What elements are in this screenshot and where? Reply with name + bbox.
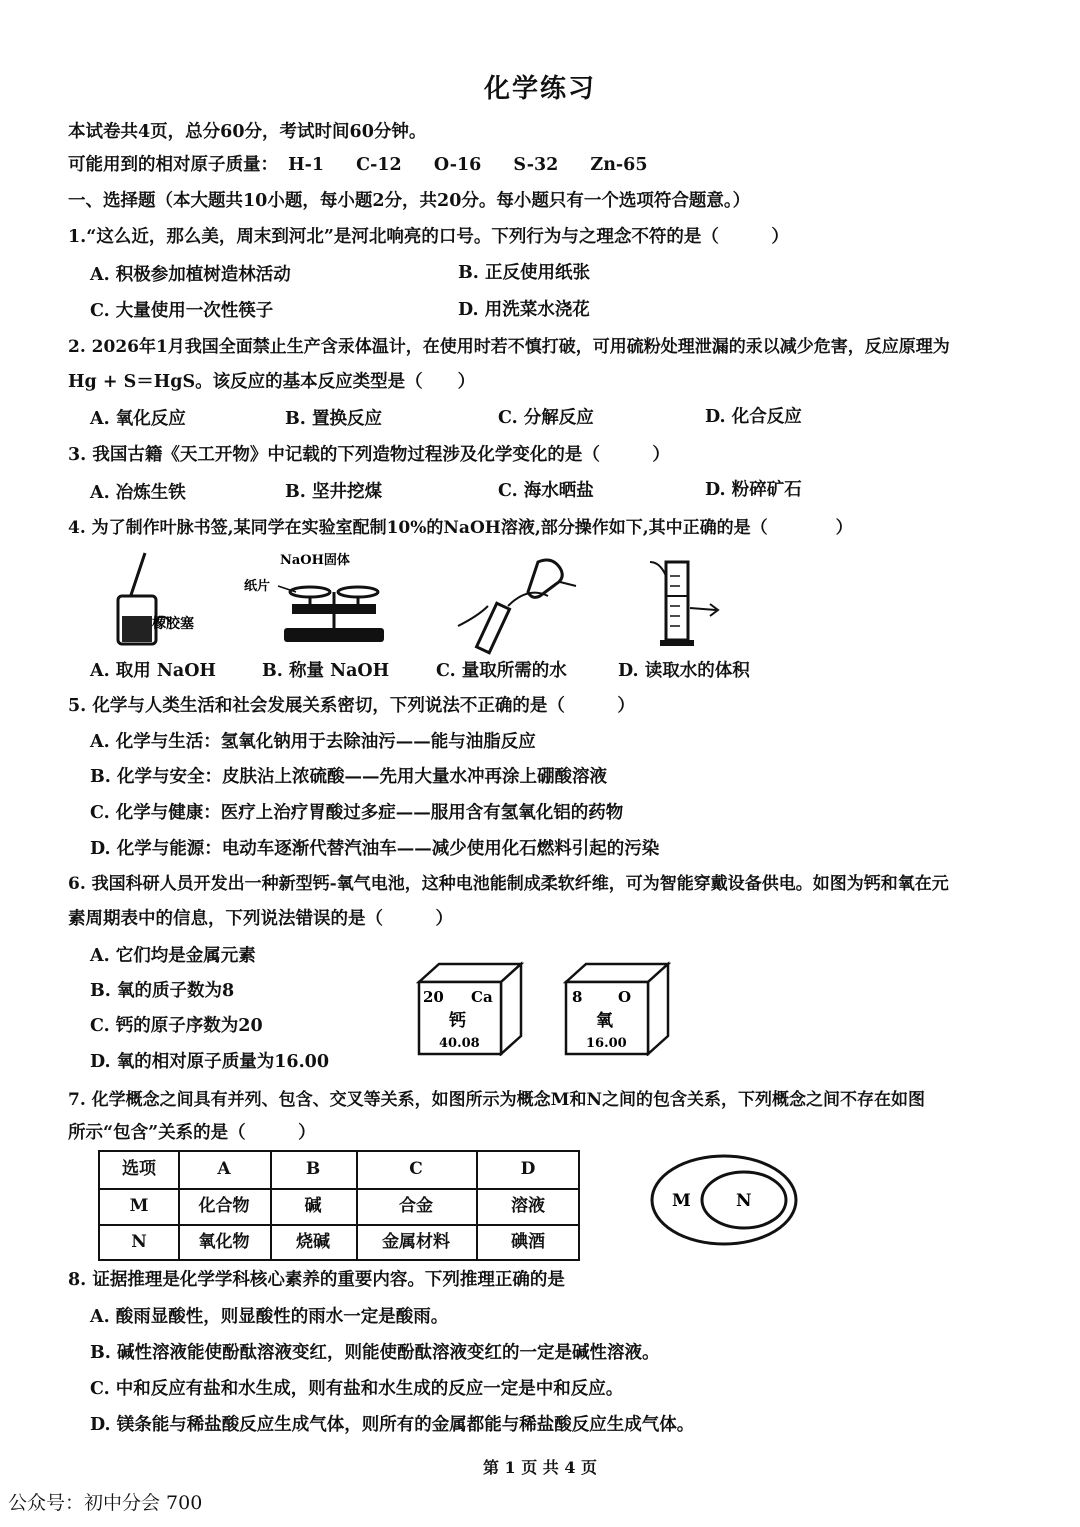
- question-3-stem: 3. 我国古籍《天工开物》中记载的下列造物过程涉及化学变化的是（ ）: [68, 445, 670, 465]
- venn-inner-label: N: [736, 1191, 752, 1211]
- table-cell-n-b: 烧碱: [296, 1232, 330, 1252]
- venn-diagram: [648, 1150, 800, 1250]
- q5-option-d: D. 化学与能源：电动车逐渐代替汽油车——减少使用化石燃料引起的污染: [90, 839, 660, 859]
- question-4-stem: 4. 为了制作叶脉书签,某同学在实验室配制10%的NaOH溶液,部分操作如下,其中正确的是（ ）: [68, 518, 853, 538]
- bottle-illustration: [100, 548, 210, 653]
- table-header-d: D: [520, 1159, 536, 1179]
- table-cell-m-d: 溶液: [511, 1196, 545, 1216]
- q5-option-a: A. 化学与生活：氢氧化钠用于去除油污——能与油脂反应: [90, 732, 536, 752]
- cylinder-illustration: [640, 556, 730, 656]
- table-row-n-label: N: [131, 1232, 147, 1252]
- q4-option-b: B. 称量 NaOH: [262, 661, 390, 681]
- table-header-option: 选项: [122, 1159, 156, 1179]
- q1-option-b: B. 正反使用纸张: [458, 263, 590, 283]
- question-5-stem: 5. 化学与人类生活和社会发展关系密切，下列说法不正确的是（ ）: [68, 696, 635, 716]
- q6-option-b: B. 氧的质子数为8: [90, 981, 235, 1001]
- question-2-stem-line1: 2. 2026年1月我国全面禁止生产含汞体温计，在使用时若不慎打破，可用硫粉处理泄漏的汞以减少危害，反应原理为: [68, 337, 950, 357]
- q6-option-d: D. 氧的相对原子质量为16.00: [90, 1052, 330, 1072]
- paper-label: 纸片: [244, 579, 271, 594]
- table-cell-n-c: 金属材料: [382, 1232, 450, 1252]
- q1-option-d: D. 用洗菜水浇花: [458, 300, 590, 320]
- q2-option-b: B. 置换反应: [285, 409, 382, 429]
- question-6-stem-line1: 6. 我国科研人员开发出一种新型钙-氧气电池，这种电池能制成柔软纤维，可为智能穿戴设备供电。如图为钙和氧在元: [68, 874, 949, 894]
- q2-option-c: C. 分解反应: [498, 408, 594, 428]
- question-7-stem-line1: 7. 化学概念之间具有并列、包含、交叉等关系，如图所示为概念M和N之间的包含关系，下列概念之间不存在如图: [68, 1090, 926, 1110]
- table-cell-m-b: 碱: [304, 1196, 322, 1216]
- atomic-mass-c: C-12: [356, 155, 402, 175]
- atomic-mass-zn: Zn-65: [590, 155, 648, 175]
- q1-option-a: A. 积极参加植树造林活动: [90, 265, 291, 285]
- question-2-stem-line2: Hg + S＝HgS。该反应的基本反应类型是（ ）: [68, 372, 476, 392]
- question-1-stem: 1.“这么近，那么美，周末到河北”是河北响亮的口号。下列行为与之理念不符的是（ ）: [68, 227, 789, 247]
- concept-table: [98, 1150, 580, 1261]
- calcium-number: 20: [423, 988, 444, 1006]
- q6-option-a: A. 它们均是金属元素: [90, 946, 256, 966]
- question-6-stem-line2: 素周期表中的信息，下列说法错误的是（ ）: [68, 909, 453, 929]
- balance-illustration: [240, 548, 400, 653]
- exam-info: 本试卷共4页，总分60分，考试时间60分钟。: [68, 122, 427, 142]
- table-header-b: B: [305, 1159, 321, 1179]
- q8-option-c: C. 中和反应有盐和水生成，则有盐和水生成的反应一定是中和反应。: [90, 1379, 624, 1399]
- table-header-c: C: [409, 1159, 423, 1179]
- atomic-masses: [68, 153, 648, 177]
- q6-option-c: C. 钙的原子序数为20: [90, 1016, 263, 1036]
- q3-option-c: C. 海水晒盐: [498, 481, 594, 501]
- q4-option-d: D. 读取水的体积: [618, 661, 750, 681]
- calcium-element-box: [415, 960, 525, 1056]
- q3-option-d: D. 粉碎矿石: [705, 480, 802, 500]
- oxygen-mass: 16.00: [586, 1036, 627, 1051]
- q8-option-a: A. 酸雨显酸性，则显酸性的雨水一定是酸雨。: [90, 1307, 449, 1327]
- q1-option-c: C. 大量使用一次性筷子: [90, 301, 274, 321]
- table-cell-m-c: 合金: [399, 1196, 433, 1216]
- q8-option-d: D. 镁条能与稀盐酸反应生成气体，则所有的金属都能与稀盐酸反应生成气体。: [90, 1415, 695, 1435]
- oxygen-name: 氧: [596, 1011, 613, 1031]
- q5-option-b: B. 化学与安全：皮肤沾上浓硫酸——先用大量水冲再涂上硼酸溶液: [90, 767, 607, 787]
- calcium-mass: 40.08: [439, 1036, 480, 1051]
- oxygen-number: 8: [572, 988, 583, 1006]
- table-cell-m-a: 化合物: [198, 1196, 250, 1216]
- calcium-name: 钙: [449, 1011, 466, 1031]
- q2-option-a: A. 氧化反应: [90, 409, 186, 429]
- oxygen-symbol: O: [618, 988, 632, 1006]
- atomic-masses-label: 可能用到的相对原子质量：: [68, 155, 278, 175]
- question-8-stem: 8. 证据推理是化学学科核心素养的重要内容。下列推理正确的是: [68, 1270, 565, 1290]
- section-heading: 一、选择题（本大题共10小题，每小题2分，共20分。每小题只有一个选项符合题意。）: [68, 191, 751, 211]
- stopper-label: 橡胶塞: [152, 616, 194, 632]
- naoh-solid-label: NaOH固体: [280, 553, 350, 568]
- q2-option-d: D. 化合反应: [705, 407, 802, 427]
- page-title: 化学练习: [483, 74, 596, 104]
- watermark: 公众号：初中分会 700: [8, 1492, 203, 1514]
- atomic-mass-h: H-1: [288, 155, 325, 175]
- q3-option-a: A. 冶炼生铁: [90, 483, 186, 503]
- pouring-illustration: [448, 556, 588, 656]
- table-cell-n-d: 碘酒: [511, 1232, 545, 1252]
- table-row-m-label: M: [129, 1196, 149, 1216]
- q5-option-c: C. 化学与健康：医疗上治疗胃酸过多症——服用含有氢氧化铝的药物: [90, 803, 624, 823]
- oxygen-element-box: [562, 960, 672, 1056]
- atomic-mass-o: O-16: [433, 155, 482, 175]
- calcium-symbol: Ca: [471, 988, 493, 1006]
- venn-outer-label: M: [672, 1191, 691, 1211]
- question-7-stem-line2: 所示“包含”关系的是（ ）: [68, 1123, 316, 1143]
- q4-option-c: C. 量取所需的水: [436, 661, 567, 681]
- page-footer: 第 1 页 共 4 页: [482, 1458, 598, 1477]
- q4-option-a: A. 取用 NaOH: [90, 661, 216, 681]
- table-header-a: A: [217, 1159, 231, 1179]
- atomic-mass-s: S-32: [513, 155, 559, 175]
- q8-option-b: B. 碱性溶液能使酚酞溶液变红，则能使酚酞溶液变红的一定是碱性溶液。: [90, 1343, 660, 1363]
- q3-option-b: B. 坚井挖煤: [285, 482, 382, 502]
- table-cell-n-a: 氧化物: [198, 1232, 250, 1252]
